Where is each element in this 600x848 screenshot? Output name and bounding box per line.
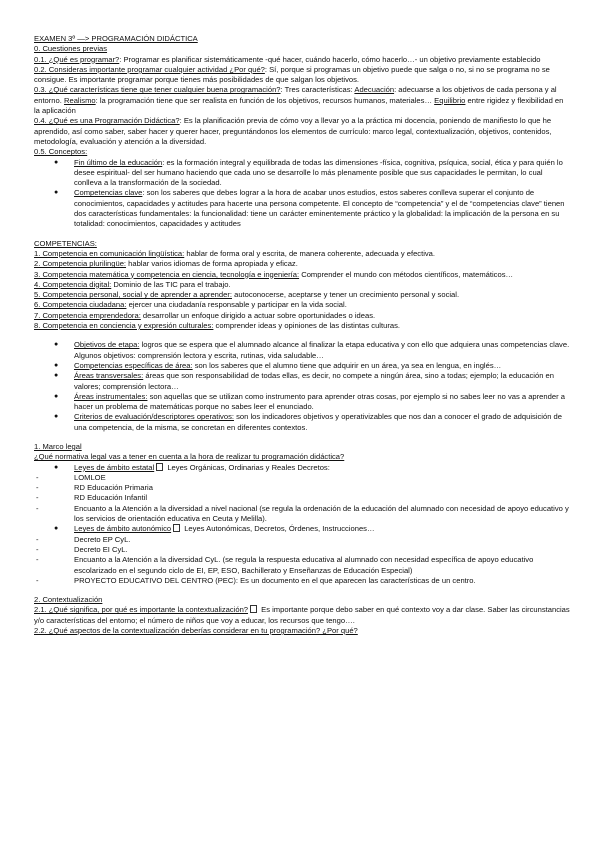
ley-item: - LOMLOE: [34, 473, 570, 483]
term-equilibrio: Equilibrio: [434, 95, 466, 105]
section-1-question: ¿Qué normativa legal vas a tener en cuenta a la hora de realizar tu programación didáctica?: [34, 452, 345, 462]
term-adecuacion: Adecuación: [354, 85, 395, 95]
leyes-estatales: ● Leyes de ámbito estatal Leyes Orgánicas, Ordinarias y Reales Decretos:: [34, 463, 570, 473]
curriculum-terms-list: [34, 340, 570, 433]
section-2-heading: 2. Contextualización: [34, 595, 103, 605]
ley-item: - Encuanto a la Atención a la diversidad CyL. (se regula la respuesta educativa al alumnado con necesidad específica de apoyo educativo escolarizado en el segundo ciclo de EI, EP, ESO, Bachillerato y Enseñanzas de Educación Especial): [34, 555, 570, 576]
exam-title: EXAMEN 3º —> PROGRAMACIÓN DIDÁCTICA: [34, 34, 198, 43]
checkbox-glyph-icon: [156, 463, 163, 471]
term-item: ● Objetivos de etapa: logros que se espera que el alumnado alcance al finalizar la etapa educativa y con ello que adquiera unas competencias clave. Algunos objetivos: comprensión lectora y escrita, rutinas, vida saludable…: [34, 340, 570, 361]
question-0-4: [34, 116, 570, 147]
competencia-item: 5. Competencia personal, social y de aprender a aprender: autoconocerse, aceptarse y tener un crecimiento personal y social.: [34, 290, 460, 300]
ley-item: - Decreto EP CyL.: [34, 535, 570, 545]
term-item: ● Competencias específicas de área: son los saberes que el alumno tiene que adquirir en un área, ya sea en lengua, en inglés…: [34, 361, 570, 371]
competencia-item: 2. Competencia plurilingüe: hablar varios idiomas de forma apropiada y eficaz.: [34, 259, 298, 269]
question-0-3: 0.3. ¿Qué características tiene que tener cualquier buena programación?: Tres características: Adecuación: adecuarse a los objetivos de cada persona y al entorno. Realismo: la programación tiene que ser realista en función de los objetivos, recursos humanos, materiales… Equilibrio entre rigidez y flexibilidad en la aplicación: [34, 85, 564, 116]
question-0-2-text: : Sí, porque si programas un objetivo puede que salga o no, si no se programa no se consigue. Es importante programar porque tienes más posibilidades de que salgan los objetivos.: [34, 64, 550, 85]
concept-item: ● Fin último de la educación: es la formación integral y equilibrada de todas las dimensiones -física, cognitiva, psíquica, social, ética y para quién lo desee espiritual- del ser humano haciendo que cada uno se desarrolle lo más plenamente posible que sus capacidades le permitan, lo cual conlleva a la transformación de la sociedad.: [34, 158, 570, 189]
question-0-5-label: 0.5. Conceptos:: [34, 147, 88, 157]
term-item: ● Criterios de evaluación/descriptores operativos: son los indicadores objetivos y operativizables que nos dan a conocer el grado de adquisición de una competencia, de la misma, se concretan en diferentes contextos.: [34, 412, 570, 433]
question-0-1-text: : Programar es planificar sistemáticamente -qué hacer, cuándo hacerlo, cómo hacerlo…- un objetivo previamente establecido: [119, 54, 541, 64]
ley-item: - PROYECTO EDUCATIVO DEL CENTRO (PEC): Es un documento en el que aparecen las características de un centro.: [34, 576, 570, 586]
term-item: ● Áreas transversales: áreas que son responsabilidad de todas ellas, es decir, no compete a ningún área, sino a todas; ejemplo; la educación en valores; comprensión lectora…: [34, 371, 570, 392]
leyes-autonomicas: ● Leyes de ámbito autonómico Leyes Autonómicas, Decretos, Órdenes, Instrucciones…: [34, 524, 570, 534]
competencia-item: 6. Competencia ciudadana: ejercer una ciudadanía responsable y participar en la vida social.: [34, 300, 347, 310]
marco-legal-list: [34, 463, 570, 587]
question-2-1: 2.1. ¿Qué significa, por qué es importante la contextualización? Es importante porque debo saber en qué contexto voy a dar clase. Saber las circunstancias y/o características del entorno; el número de niños que voy a educar, los recursos que tengo….: [34, 605, 570, 625]
concepts-list: [34, 158, 570, 230]
question-0-1-label: 0.1. ¿Qué es programar?: [34, 54, 120, 64]
section-0-heading: 0. Cuestiones previas: [34, 44, 108, 54]
competencia-item: 3. Competencia matemática y competencia en ciencia, tecnología e ingeniería: Comprender el mundo con métodos científicos, matemáticos…: [34, 269, 514, 279]
ley-item: - RD Educación Primaria: [34, 483, 570, 493]
question-0-3-label: 0.3. ¿Qué características tiene que tener cualquier buena programación?: [34, 85, 281, 95]
question-0-2-label: 0.2. Consideras importante programar cualquier actividad ¿Por qué?: [34, 64, 265, 74]
ley-item: - Decreto EI CyL.: [34, 545, 570, 555]
concept-item: ● Competencias clave: son los saberes que debes lograr a la hora de acabar unos estudios, estos saberes conlleva superar el conjunto de conocimientos, capacidades y actitudes para hacerte una persona competente. El concepto de “competencia” y el de “competencias clave” tienen dos características fundamentales: la funcionalidad: tiene un carácter eminentemente práctico y la globalidad: la implicación de la persona en su totalidad: conocimientos, capacidades y actitudes: [34, 188, 570, 229]
competencia-item: 7. Competencia emprendedora: desarrollar un enfoque dirigido a actuar sobre oportunidades o ideas.: [34, 310, 376, 320]
question-0-4-label: 0.4. ¿Qué es una Programación Didáctica?: [34, 116, 180, 126]
competencias-heading: COMPETENCIAS:: [34, 238, 97, 248]
section-1-heading: 1. Marco legal: [34, 441, 82, 451]
ley-item: - Encuanto a la Atención a la diversidad a nivel nacional (se regula la ordenación de la educación del alumnado con necesidad de apoyo educativo y los servicios de orientación educativa en Ceuta y Melilla).: [34, 504, 570, 525]
question-0-4-text: : Es la planificación previa de cómo voy a llevar yo a la práctica mi docencia, poniendo de manifiesto lo que he aprendido, así como saber, saber hacer y querer hacer, preguntándonos los elementos de currículo: marco legal, contextualización, objetivos, contenidos, metodología, evaluación y atención a la diversidad.: [34, 116, 552, 146]
term-realismo: Realismo: [63, 95, 96, 105]
checkbox-glyph-icon: [173, 524, 180, 532]
question-0-5: [34, 147, 570, 157]
competencia-item: 1. Competencia en comunicación lingüística: hablar de forma oral y escrita, de manera coherente, adecuada y efectiva.: [34, 248, 436, 258]
term-item: ● Áreas instrumentales: son aquellas que se utilizan como instrumento para aprender otras cosas, por ejemplo si no sabes leer no vas a aprender a hacer un problema de matemáticas porque no sabes leer el enunciado.: [34, 392, 570, 413]
question-2-2: 2.2. ¿Qué aspectos de la contextualización deberías considerar en tu programación? ¿Por qué?: [34, 626, 358, 636]
ley-item: - RD Educación Infantil: [34, 493, 570, 503]
checkbox-glyph-icon: [250, 605, 257, 613]
question-0-2: [34, 65, 570, 86]
competencia-item: 4. Competencia digital: Dominio de las TIC para el trabajo.: [34, 279, 231, 289]
competencia-item: 8. Competencia en conciencia y expresión culturales: comprender ideas y opiniones de las distintas culturas.: [34, 321, 400, 331]
competencias-list: [34, 249, 570, 331]
question-0-1: [34, 55, 570, 65]
document-title: [34, 34, 570, 44]
